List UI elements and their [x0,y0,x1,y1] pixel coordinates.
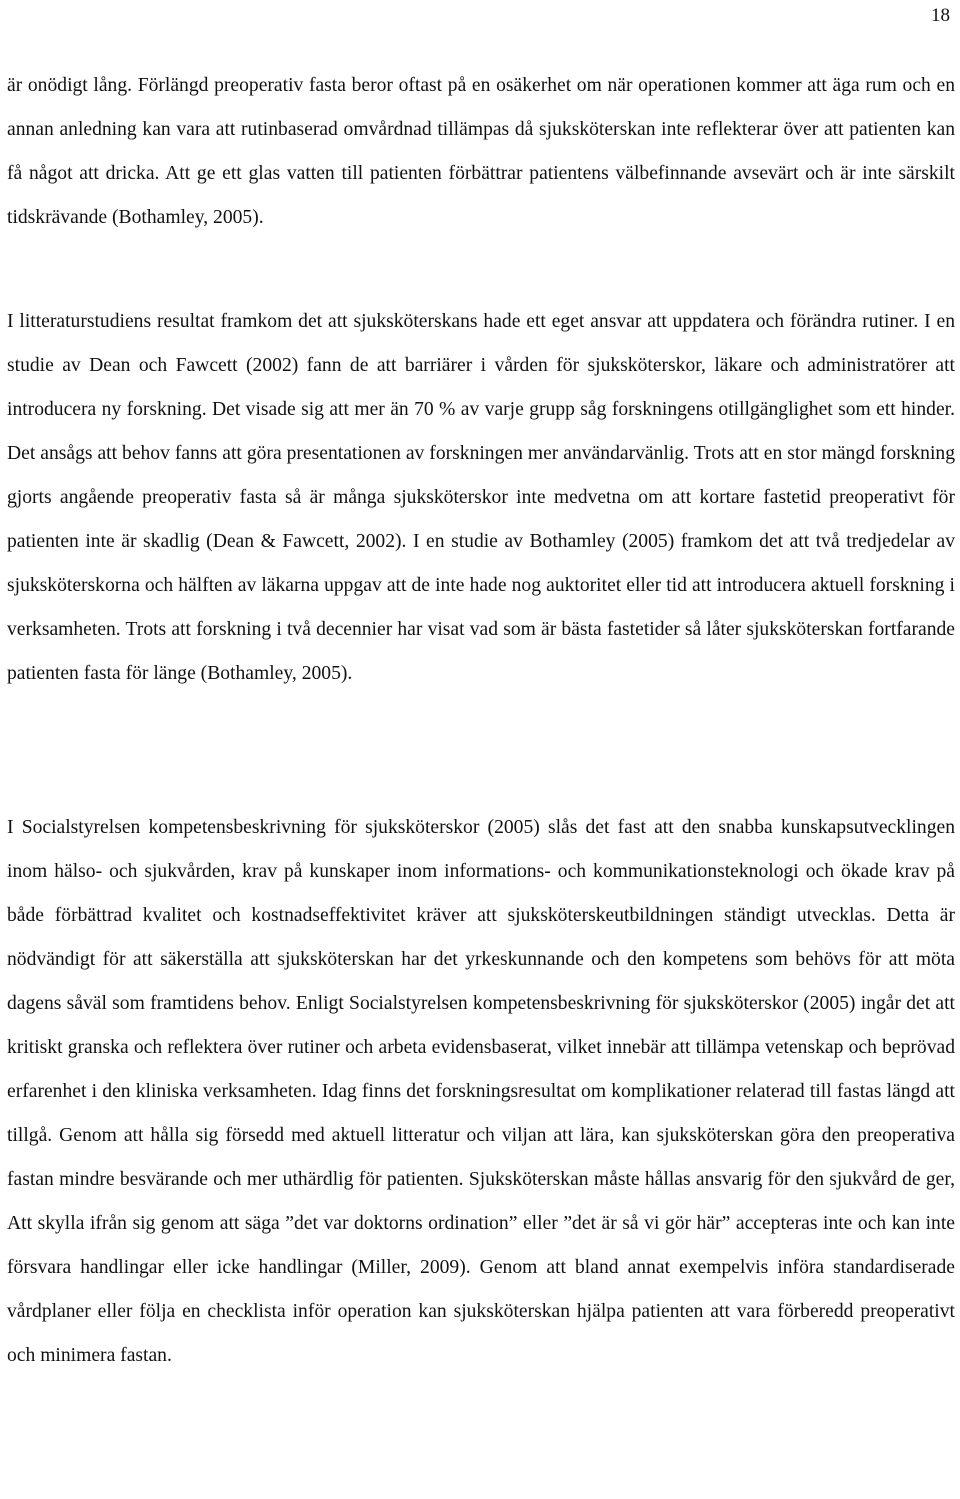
paragraph-1 [7,64,955,240]
paragraph-text: är onödigt lång. Förlängd preoperativ fasta beror oftast på en osäkerhet om när operationen kommer att äga rum och en annan anledning kan vara att rutinbaserad omvårdnad tillämpas då sjuksköterskan inte reflekterar över att patienten kan få något att dricka. Att ge ett glas vatten till patienten förbättrar patientens välbefinnande avsevärt och är inte särskilt tidskrävande (Bothamley, 2005). [7,75,955,228]
paragraph-3 [7,806,955,1378]
paragraph-text: I litteraturstudiens resultat framkom det att sjuksköterskans hade ett eget ansvar att uppdatera och förändra rutiner. I en studie av Dean och Fawcett (2002) fann de att barriärer i vården för sjuksköterskor, läkare och administratörer att introducera ny forskning. Det visade sig att mer än 70 % av varje grupp såg forskningens otillgänglighet som ett hinder. Det ansågs att behov fanns att göra presentationen av forskningen mer användarvänlig. Trots att en stor mängd forskning gjorts angående preoperativ fasta så är många sjuksköterskor inte medvetna om att kortare fastetid preoperativt för patienten inte är skadlig (Dean & Fawcett, 2002). I en studie av Bothamley (2005) framkom det att två tredjedelar av sjuksköterskorna och hälften av läkarna uppgav att de inte hade nog auktoritet eller tid att introducera aktuell forskning i verksamheten. Trots att forskning i två decennier har visat vad som är bästa fastetider så låter sjuksköterskan fortfarande patienten fasta för länge (Bothamley, 2005). [7,311,955,684]
paragraph-text: I Socialstyrelsen kompetensbeskrivning för sjuksköterskor (2005) slås det fast att den snabba kunskapsutvecklingen inom hälso- och sjukvården, krav på kunskaper inom informations- och kommunikationsteknologi och ökade krav på både förbättrad kvalitet och kostnadseffektivitet kräver att sjuksköterskeutbildningen ständigt utvecklas. Detta är nödvändigt för att säkerställa att sjuksköterskan har det yrkeskunnande och den kompetens som behövs för att möta dagens såväl som framtidens behov. Enligt Socialstyrelsen kompetensbeskrivning för sjuksköterskor (2005) ingår det att kritiskt granska och reflektera över rutiner och arbeta evidensbaserat, vilket innebär att tillämpa vetenskap och beprövad erfarenhet i den kliniska verksamheten. Idag finns det forskningsresultat om komplikationer relaterad till fastas längd att tillgå. Genom att hålla sig försedd med aktuell litteratur och viljan att lära, kan sjuksköterskan göra den preoperativa fastan mindre besvärande och mer uthärdlig för patienten. Sjuksköterskan måste hållas ansvarig för den sjukvård de ger, Att skylla ifrån sig genom att säga ”det var doktorns ordination” eller ”det är så vi gör här” accepteras inte och kan inte försvara handlingar eller icke handlingar (Miller, 2009). Genom att bland annat exempelvis införa standardiserade vårdplaner eller följa en checklista inför operation kan sjuksköterskan hjälpa patienten att vara förberedd preoperativt och minimera fastan. [7,817,955,1366]
paragraph-2 [7,300,955,696]
page-number: 18 [931,5,950,26]
